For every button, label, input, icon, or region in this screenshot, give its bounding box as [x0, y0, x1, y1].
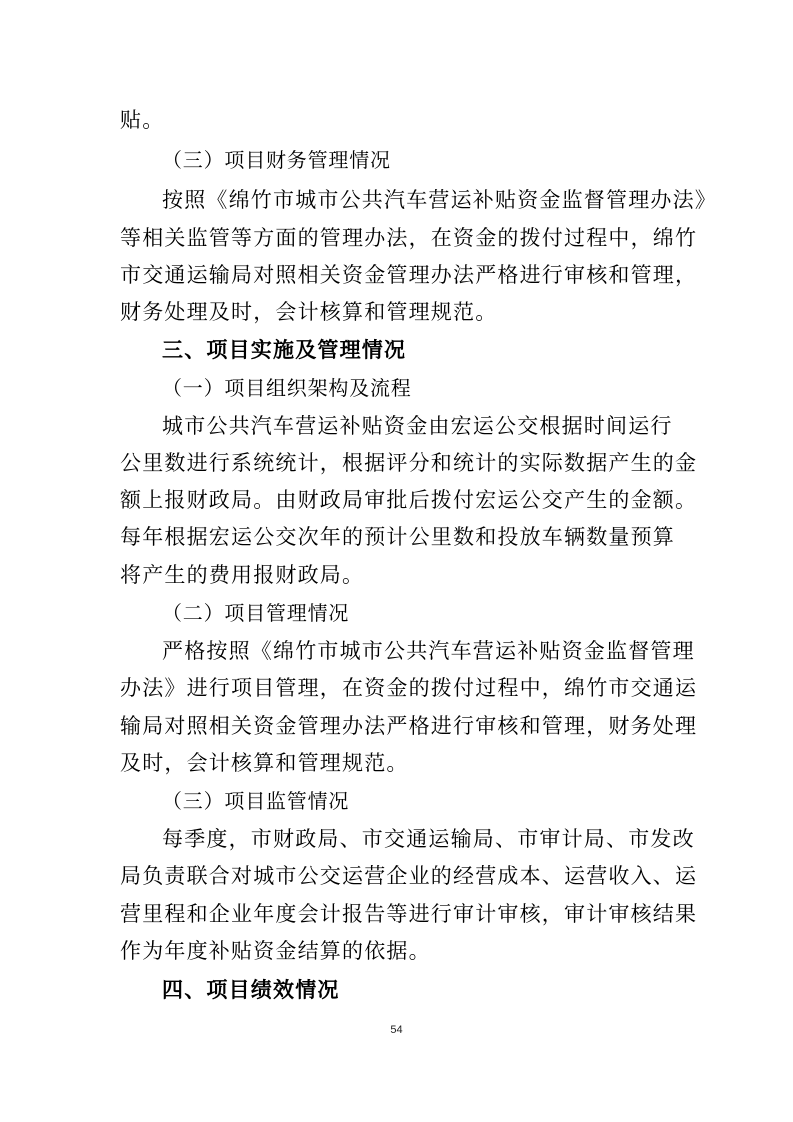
paragraph-line: 营里程和企业年度会计报告等进行审计审核，审计审核结果	[120, 902, 698, 926]
paragraph-line: 严格按照《绵竹市城市公共汽车营运补贴资金监督管理	[162, 639, 695, 663]
paragraph-line: 输局对照相关资金管理办法严格进行审核和管理，财务处理	[120, 714, 698, 738]
paragraph-line: 财务处理及时，会计核算和管理规范。	[120, 300, 498, 324]
paragraph-line: 局负责联合对城市公交运营企业的经营成本、运营收入、运	[120, 864, 698, 888]
paragraph-line: 每季度，市财政局、市交通运输局、市审计局、市发改	[162, 827, 695, 851]
subsection-heading: （三）项目监管情况	[162, 789, 350, 813]
paragraph-line: 额上报财政局。由财政局审批后拨付宏运公交产生的金额。	[120, 488, 698, 512]
paragraph-line: 办法》进行项目管理，在资金的拨付过程中，绵竹市交通运	[120, 676, 698, 700]
paragraph-line: 等相关监管等方面的管理办法，在资金的拨付过程中，绵竹	[120, 226, 698, 250]
paragraph-line: 将产生的费用报财政局。	[120, 563, 365, 587]
paragraph-line: 贴。	[120, 108, 165, 132]
subsection-heading: （一）项目组织架构及流程	[162, 376, 412, 400]
subsection-heading: （二）项目管理情况	[162, 601, 350, 625]
section-heading: 三、项目实施及管理情况	[162, 338, 407, 362]
paragraph-line: 每年根据宏运公交次年的预计公里数和投放车辆数量预算	[120, 525, 675, 549]
paragraph-line: 市交通运输局对照相关资金管理办法严格进行审核和管理，	[120, 263, 698, 287]
paragraph-line: 及时，会计核算和管理规范。	[120, 751, 409, 775]
paragraph-line: 作为年度补贴资金结算的依据。	[120, 939, 431, 963]
paragraph-line: 按照《绵竹市城市公共汽车营运补贴资金监督管理办法》	[162, 188, 717, 212]
page-number: 54	[390, 1024, 403, 1036]
section-heading: 四、项目绩效情况	[162, 978, 340, 1002]
paragraph-line: 城市公共汽车营运补贴资金由宏运公交根据时间运行	[162, 414, 673, 438]
subsection-heading: （三）项目财务管理情况	[162, 148, 391, 172]
paragraph-line: 公里数进行系统统计，根据评分和统计的实际数据产生的金	[120, 451, 698, 475]
